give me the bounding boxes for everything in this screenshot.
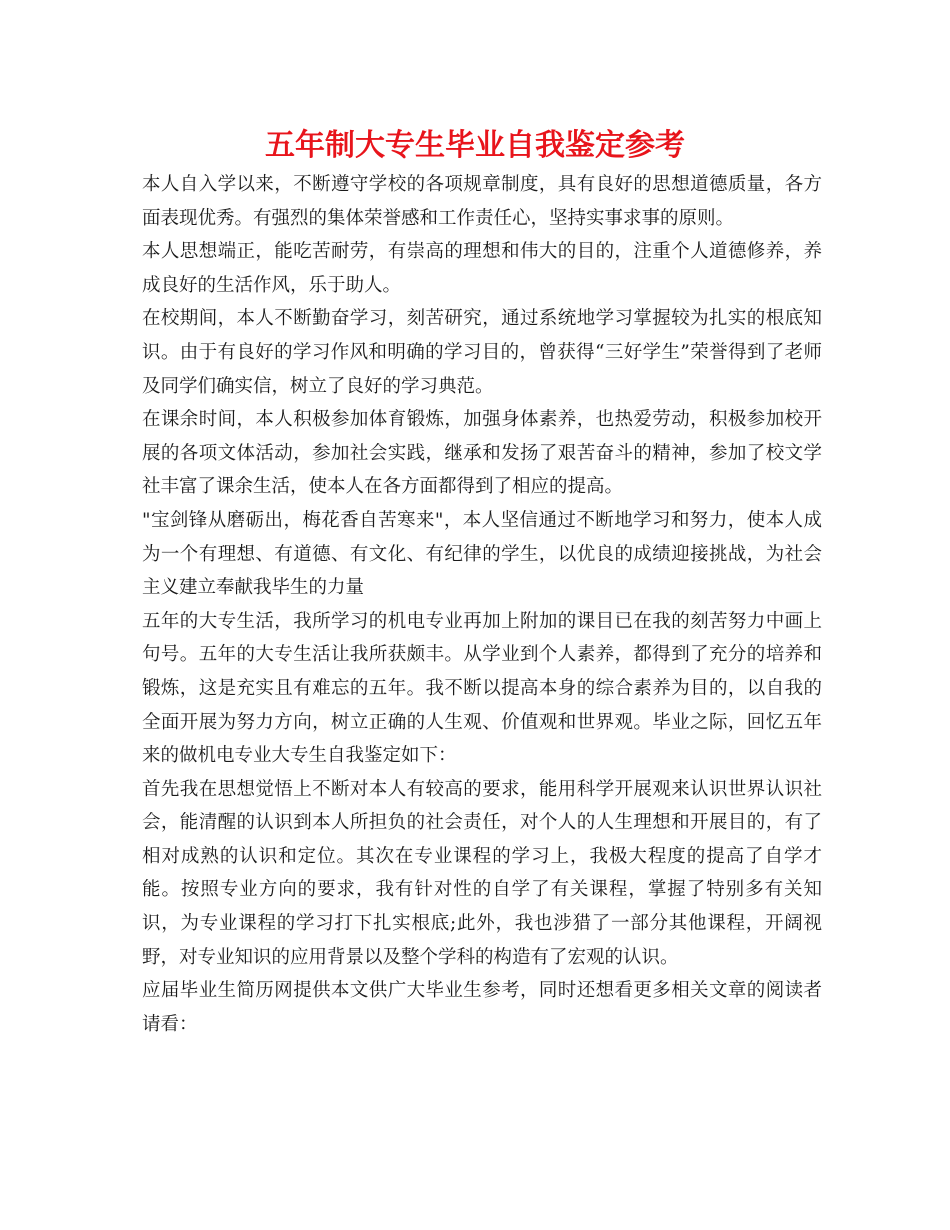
paragraph-1: 本人自入学以来，不断遵守学校的各项规章制度，具有良好的思想道德质量，各方面表现优秀。有强烈的集体荣誉感和工作责任心，坚持实事求事的原则。 (142, 174, 822, 229)
document-body (142, 168, 822, 1041)
paragraph-5: "宝剑锋从磨砺出，梅花香自苦寒来"，本人坚信通过不断地学习和努力，使本人成为一个有理想、有道德、有文化、有纪律的学生，以优良的成绩迎接挑战，为社会主义建立奉献我毕生的力量 (142, 509, 822, 599)
document-title: 五年制大专生毕业自我鉴定参考 (265, 128, 685, 163)
paragraph-3: 在校期间，本人不断勤奋学习，刻苦研究，通过系统地学习掌握较为扎实的根底知识。由于有良好的学习作风和明确的学习目的，曾获得“三好学生”荣誉得到了老师及同学们确实信，树立了良好的学习典范。 (142, 308, 822, 397)
paragraph-7: 首先我在思想觉悟上不断对本人有较高的要求，能用科学开展观来认识世界认识社会，能清醒的认识到本人所担负的社会责任，对个人的人生理想和开展目的，有了相对成熟的认识和定位。其次在专业课程的学习上，我极大程度的提高了自学才能。按照专业方向的要求，我有针对性的自学了有关课程，掌握了特别多有关知识，为专业课程的学习打下扎实根底;此外，我也涉猎了一部分其他课程，开阔视野，对专业知识的应用背景以及整个学科的构造有了宏观的认识。 (142, 778, 822, 968)
paragraph-2: 本人思想端正，能吃苦耐劳，有崇高的理想和伟大的目的，注重个人道德修养，养成良好的生活作风，乐于助人。 (142, 241, 822, 296)
paragraph-8: 应届毕业生简历网提供本文供广大毕业生参考，同时还想看更多相关文章的阅读者请看： (142, 980, 822, 1035)
paragraph-4: 在课余时间，本人积极参加体育锻炼，加强身体素养，也热爱劳动，积极参加校开展的各项文体活动，参加社会实践，继承和发扬了艰苦奋斗的精神，参加了校文学社丰富了课余生活，使本人在各方面都得到了相应的提高。 (142, 409, 822, 498)
paragraph-6: 五年的大专生活，我所学习的机电专业再加上附加的课目已在我的刻苦努力中画上句号。五年的大专生活让我所获颇丰。从学业到个人素养，都得到了充分的培养和锻炼，这是充实且有难忘的五年。我不断以提高本身的综合素养为目的，以自我的全面开展为努力方向，树立正确的人生观、价值观和世界观。毕业之际，回忆五年来的做机电专业大专生自我鉴定如下： (142, 610, 822, 767)
